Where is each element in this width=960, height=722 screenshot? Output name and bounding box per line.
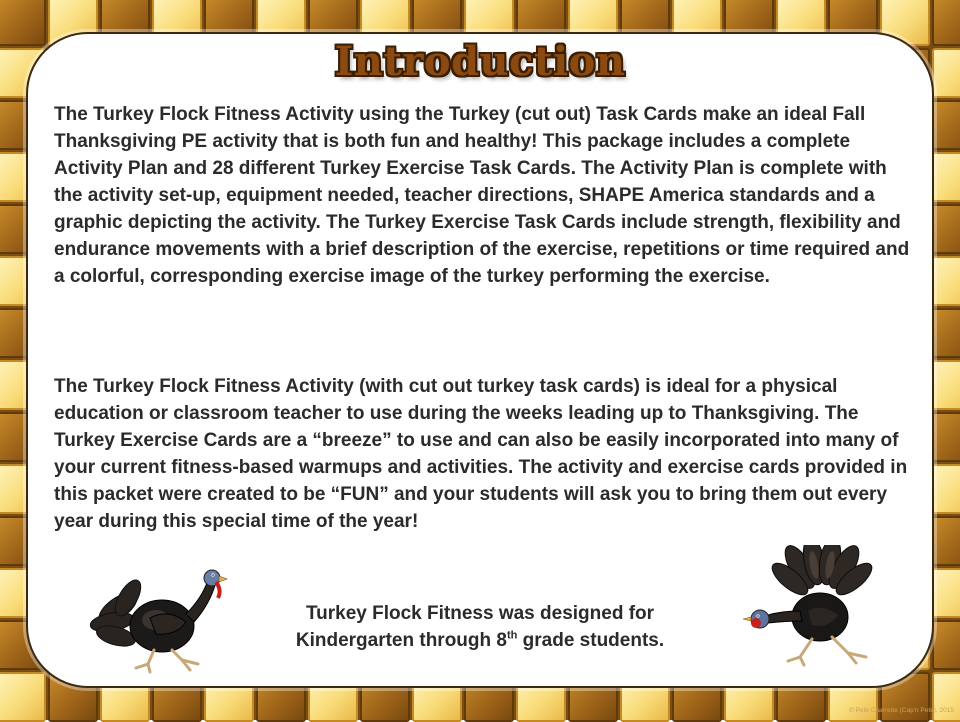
turkey-left-illustration [90, 560, 240, 680]
footer-line-1: Turkey Flock Fitness was designed for [305, 603, 655, 624]
footer-line-2-end: grade students. [517, 630, 665, 651]
background-tile [932, 568, 960, 618]
background-tile [932, 412, 960, 462]
background-tile [932, 360, 960, 410]
background-tile [932, 256, 960, 306]
background-tile [932, 204, 960, 254]
background-tile [932, 620, 960, 670]
background-tile [932, 100, 960, 150]
background-tile [932, 516, 960, 566]
slide-title: Introduction [334, 38, 626, 85]
turkey-right-illustration [738, 545, 888, 675]
ordinal-suffix: th [506, 629, 518, 642]
grade-level-note [230, 600, 730, 654]
intro-paragraph-2: The Turkey Flock Fitness Activity (with cut out turkey task cards) is ideal for a physical education or classroom teacher to use during the weeks leading up to Thanksgiving. The Turkey Exercise Cards are a “breeze” to use and can also be easily incorporated into many of your current fitness-based warmups and activities. The activity and exercise cards provided in this packet were created to be “FUN” and your students will ask you to bring them out every year during this special time of the year! [54, 376, 908, 532]
background-tile [932, 152, 960, 202]
footer-line-2-start: Kindergarten through 8 [295, 630, 507, 651]
background-tile [932, 308, 960, 358]
background-tile [0, 672, 46, 722]
footer-line-2 [230, 627, 730, 654]
background-tile [932, 464, 960, 514]
background-tile [932, 672, 960, 722]
copyright-notice: © Pete Charrette (Cap'n Pete), 2015 [848, 707, 954, 714]
intro-paragraph-1: The Turkey Flock Fitness Activity using the Turkey (cut out) Task Cards make an ideal Fall Thanksgiving PE activity that is both fun and healthy! This package includes a complete Activity Plan and 28 different Turkey Exercise Task Cards. The Activity Plan is complete with the activity set-up, equipment needed, teacher directions, SHAPE America standards and a graphic depicting the activity. The Turkey Exercise Task Cards include strength, flexibility and endurance movements with a brief description of the exercise, repetitions or time required and a colorful, corresponding exercise image of the turkey performing the exercise. [54, 104, 910, 287]
